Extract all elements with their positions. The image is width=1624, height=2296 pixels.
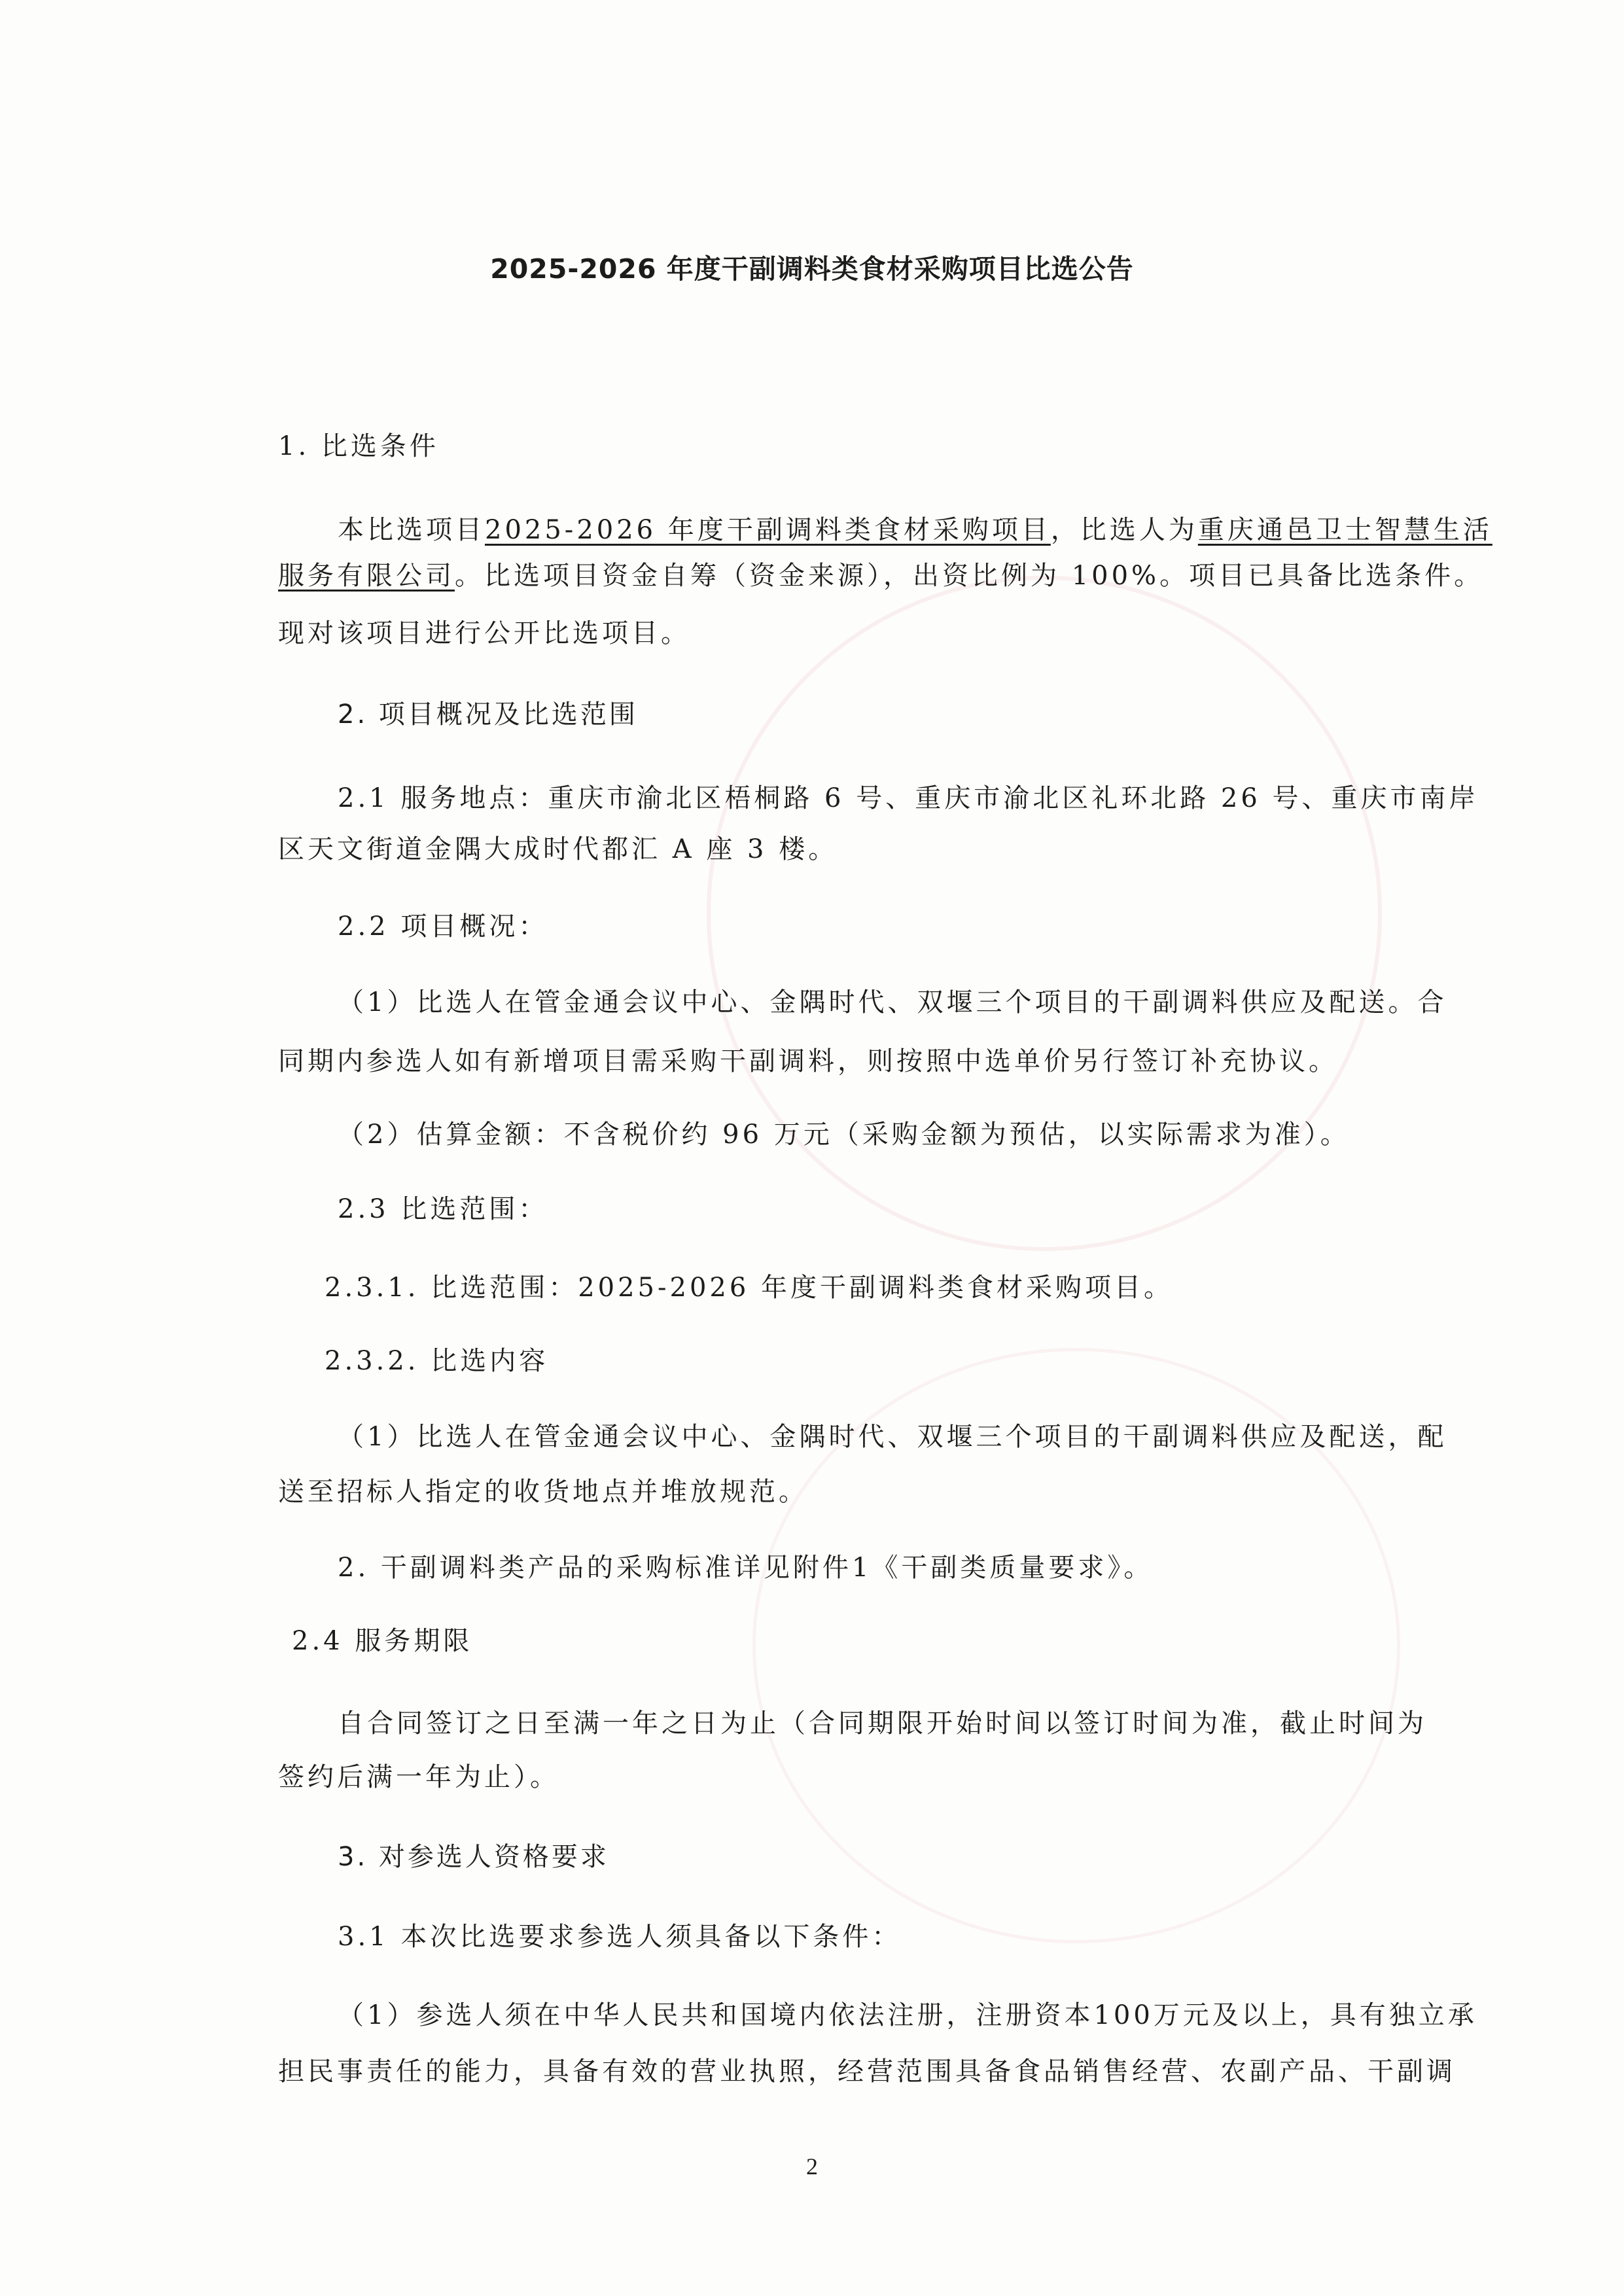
project-overview-heading: 2.2 项目概况： bbox=[338, 911, 548, 942]
service-location-line-2: 区天文街道金隅大成时代都汇 A 座 3 楼。 bbox=[278, 834, 838, 864]
project-overview-item-1-line-1: （1）比选人在管金通会议中心、金隅时代、双堰三个项目的干副调料供应及配送。合 bbox=[338, 987, 1447, 1017]
procurement-standard-note: 2. 干副调料类产品的采购标准详见附件1《干副类质量要求》。 bbox=[338, 1553, 1154, 1583]
estimated-amount: （2）估算金额：不含税价约 96 万元（采购金额为预估，以实际需求为准）。 bbox=[338, 1120, 1350, 1150]
qualification-item-1-line-2: 担民事责任的能力，具备有效的营业执照，经营范围具备食品销售经营、农副产品、干副调 bbox=[278, 2057, 1456, 2087]
scope-content-line-1: （1）比选人在管金通会议中心、金隅时代、双堰三个项目的干副调料供应及配送，配 bbox=[338, 1422, 1447, 1452]
scope-item-1: 2.3.1. 比选范围：2025-2026 年度干副调料类食材采购项目。 bbox=[325, 1273, 1174, 1303]
service-period-line-1: 自合同签订之日至满一年之日为止（合同期限开始时间以签订时间为准，截止时间为 bbox=[338, 1708, 1427, 1739]
section-1-paragraph-line-1: 本比选项目2025-2026 年度干副调料类食材采购项目，比选人为重庆通邑卫士智慧生活 bbox=[338, 515, 1492, 545]
scope-item-2-heading: 2.3.2. 比选内容 bbox=[325, 1346, 549, 1376]
scope-heading: 2.3 比选范围： bbox=[338, 1194, 548, 1224]
service-period-line-2: 签约后满一年为止）。 bbox=[278, 1762, 559, 1792]
section-2-heading: 2. 项目概况及比选范围 bbox=[338, 699, 638, 730]
page-number: 2 bbox=[806, 2153, 818, 2180]
qualification-intro: 3.1 本次比选要求参选人须具备以下条件： bbox=[338, 1922, 902, 1952]
section-1-paragraph-line-2: 服务有限公司。比选项目资金自筹（资金来源），出资比例为 100%。项目已具备比选条件。 bbox=[278, 561, 1484, 591]
service-location-line-1: 2.1 服务地点：重庆市渝北区梧桐路 6 号、重庆市渝北区礼环北路 26 号、重庆市南岸 bbox=[338, 783, 1479, 813]
scope-content-line-2: 送至招标人指定的收货地点并堆放规范。 bbox=[278, 1477, 808, 1507]
section-1-paragraph-line-3: 现对该项目进行公开比选项目。 bbox=[278, 618, 690, 648]
document-title: 2025-2026 年度干副调料类食材采购项目比选公告 bbox=[490, 253, 1134, 285]
company-name-underlined-part-1: 重庆通邑卫士智慧生活 bbox=[1197, 515, 1492, 545]
section-1-heading: 1. 比选条件 bbox=[278, 431, 439, 461]
project-name-underlined: 2025-2026 年度干副调料类食材采购项目 bbox=[485, 515, 1051, 545]
qualification-item-1-line-1: （1）参选人须在中华人民共和国境内依法注册，注册资本100万元及以上，具有独立承 bbox=[338, 2000, 1477, 2030]
project-overview-item-1-line-2: 同期内参选人如有新增项目需采购干副调料，则按照中选单价另行签订补充协议。 bbox=[278, 1046, 1338, 1076]
service-period-heading: 2.4 服务期限 bbox=[292, 1626, 473, 1656]
company-name-underlined-part-2: 服务有限公司 bbox=[278, 561, 455, 591]
section-3-heading: 3. 对参选人资格要求 bbox=[338, 1842, 609, 1872]
